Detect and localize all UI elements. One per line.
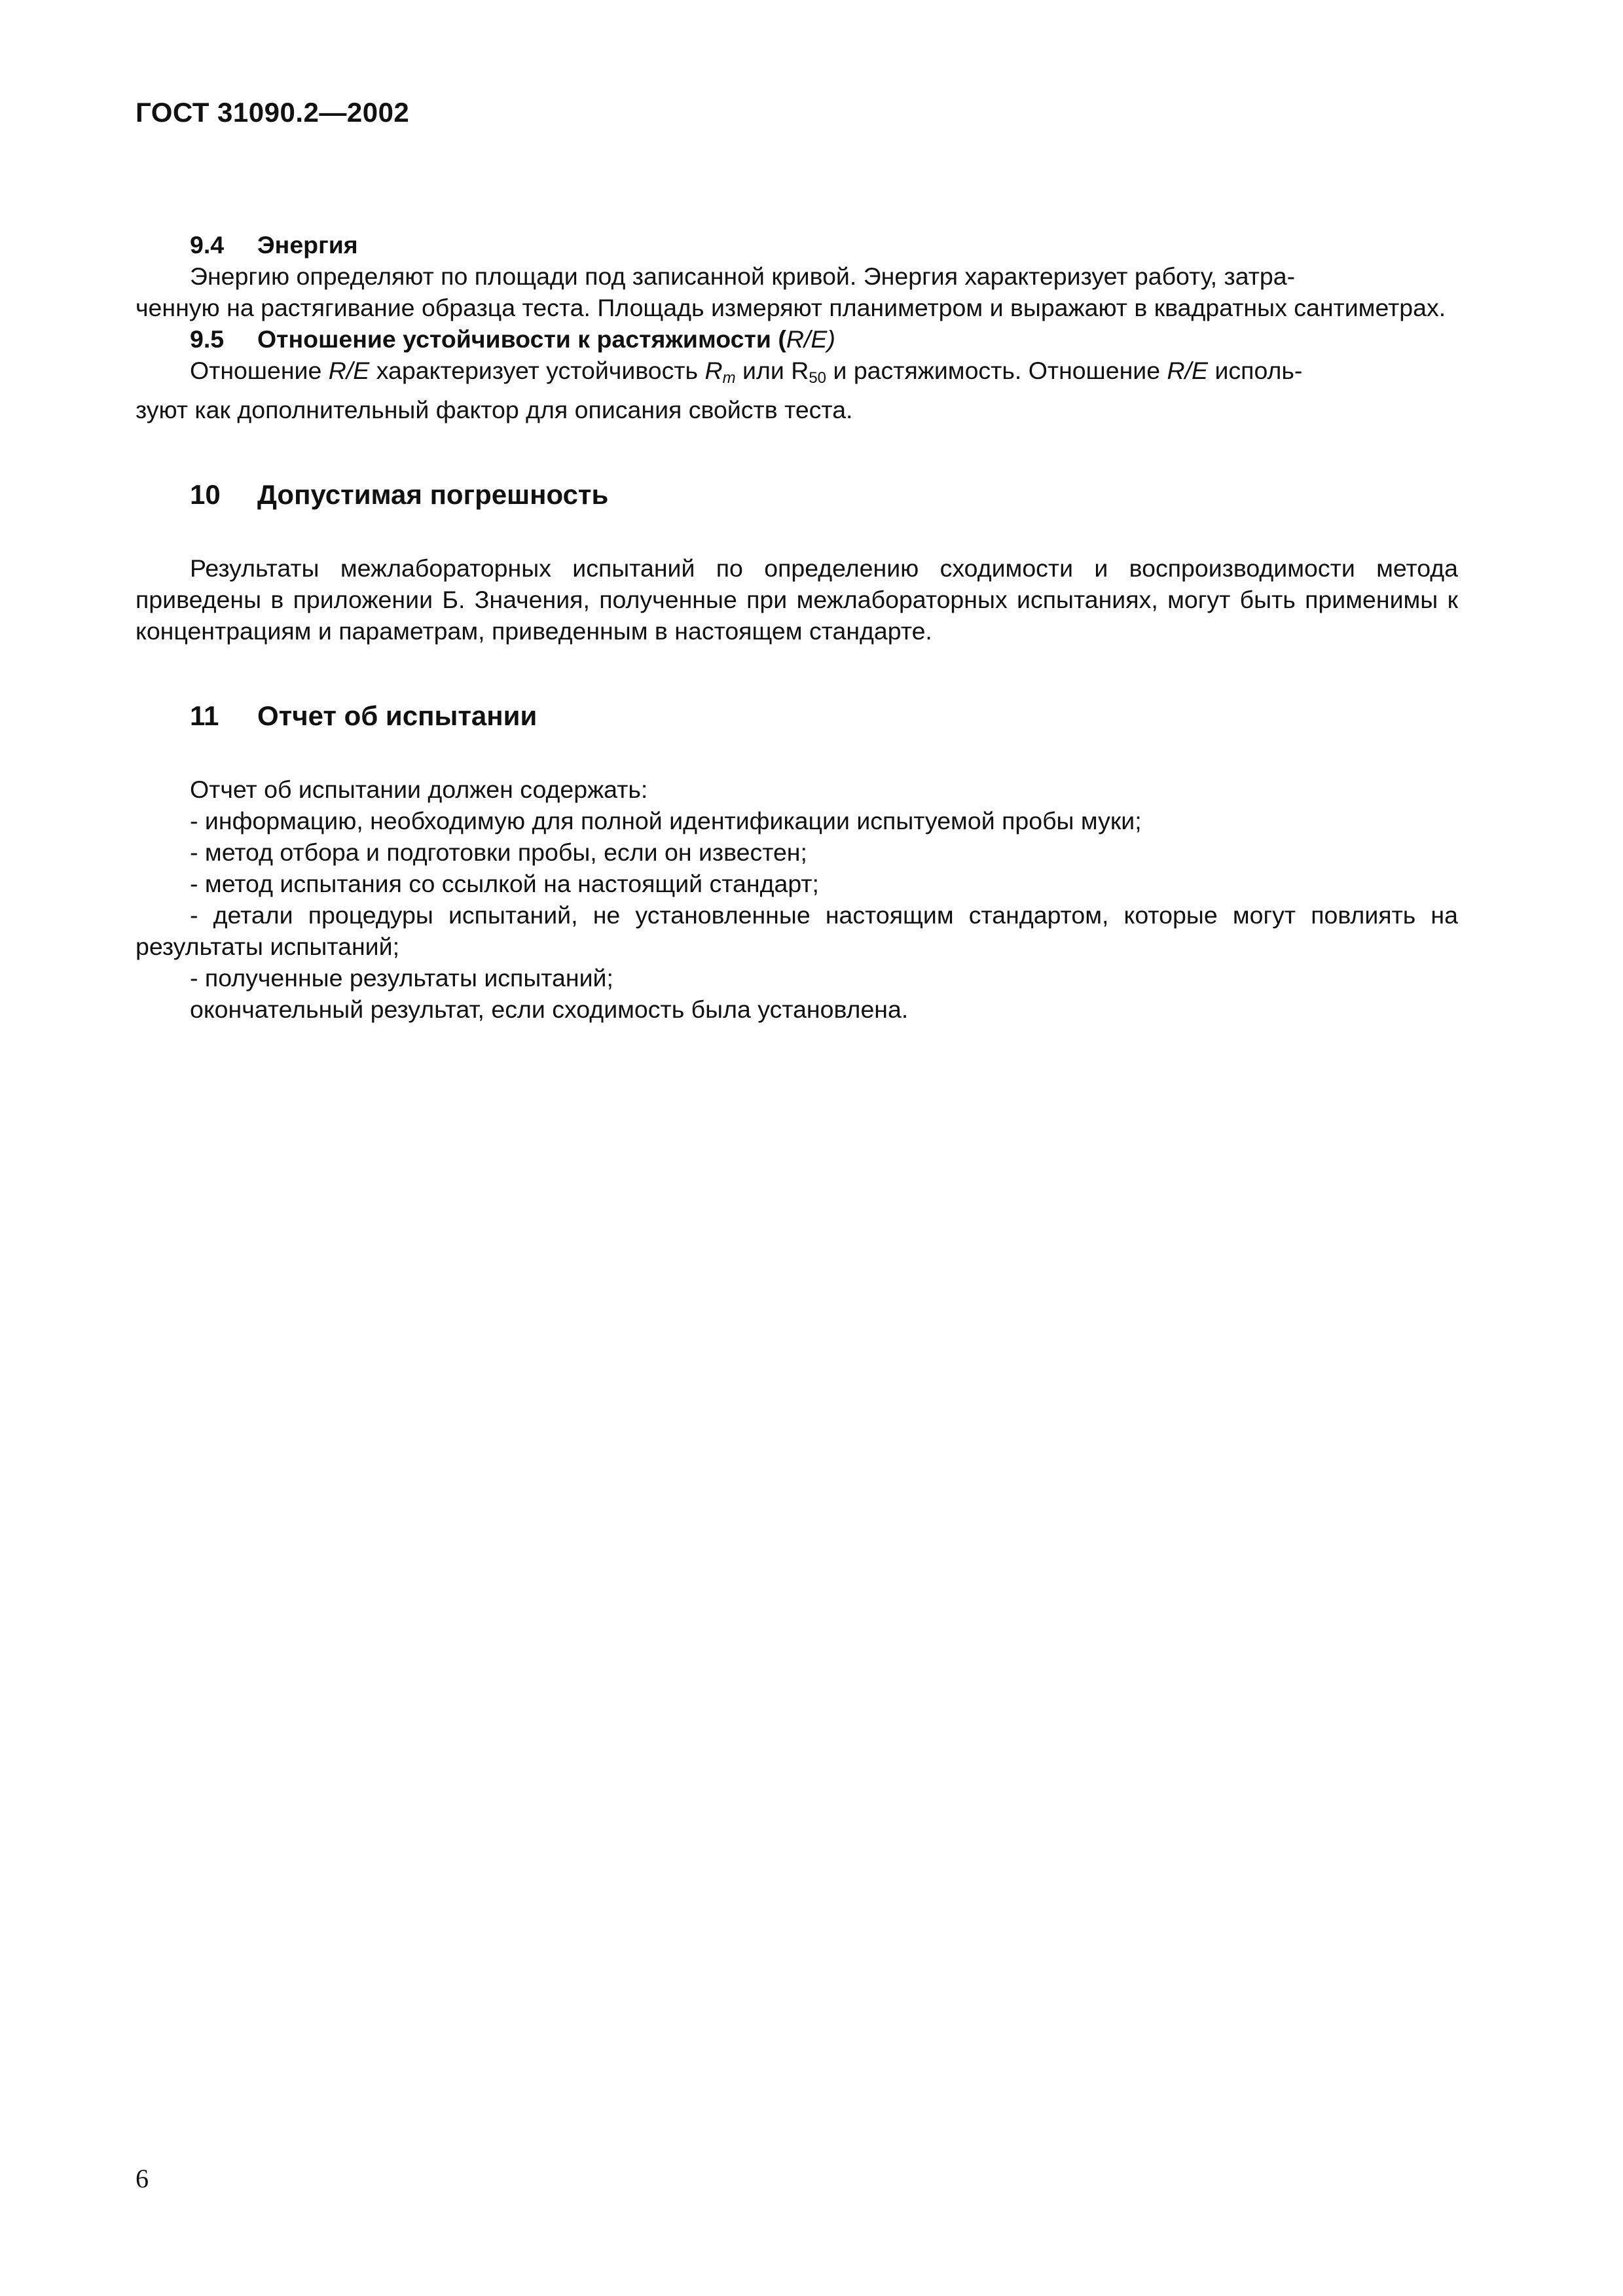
text-run: исполь- [1208,357,1303,384]
section-title: Отчет об испытании [257,700,538,731]
subsection-9-5-text [136,355,1458,394]
text-run: или R [735,357,809,384]
subsection-9-5-heading [136,323,1458,355]
section-10-heading [136,478,1458,512]
list-item: - детали процедуры испытаний, не установленные настоящим стандартом, которые могут повлиять на результаты испытаний; [136,901,1458,960]
list-item: - полученные результаты испытаний; [190,964,613,992]
section-number: 10 [190,479,221,510]
document-code-header: ГОСТ 31090.2—2002 [136,97,410,128]
text-run: Отношение [190,357,329,384]
list-item: - информацию, необходимую для полной идентификации испытуемой пробы муки; [190,807,1142,834]
subsection-9-4-heading [136,229,1458,260]
section-number: 11 [190,700,219,731]
page-body [136,229,1458,1025]
re-symbol: R/E [328,357,370,384]
text-run: и растяжимость. Отношение [826,357,1167,384]
subsection-9-4-text-lead: Энергию определяют по площади под записанной кривой. Энергия характеризует работу, затра- [190,262,1296,290]
list-item: - метод отбора и подготовки пробы, если он известен; [190,838,807,866]
section-11-heading [136,699,1458,733]
subsection-number: 9.4 [190,231,225,259]
rm-subscript: m [722,369,736,387]
text-run: характеризует устойчивость [369,357,705,384]
subsection-title: Энергия [257,231,358,259]
subsection-9-5-text-cont: зуют как дополнительный фактор для описания свойств теста. [136,396,853,423]
subsection-title-symbol: R/E) [786,325,835,353]
list-item: - метод испытания со ссылкой на настоящий стандарт; [190,870,819,897]
subsection-9-4-text-cont: ченную на растягивание образца теста. Площадь измеряют планиметром и выражают в квадратных сантиметрах. [136,294,1446,321]
page-number: 6 [136,2164,149,2193]
subsection-title: Отношение устойчивости к растяжимости [257,325,771,353]
section-title: Допустимая погрешность [257,479,609,510]
report-final-item: окончательный результат, если сходимость была установлена. [190,996,909,1023]
re-symbol: R/E [1167,357,1209,384]
r50-subscript: 50 [809,369,827,387]
rm-symbol: R [704,357,723,384]
report-intro: Отчет об испытании должен содержать: [190,776,648,803]
subsection-title-paren: ( [778,325,786,353]
subsection-number: 9.5 [190,325,225,353]
section-10-text: Результаты межлабораторных испытаний по определению сходимости и воспроизводимости метода приведены в приложении Б. Значения, полученные при межлабораторных испытаниях, могут быть применимы к концентрациям и параметрам, приведенным в настоящем стандарте. [136,554,1458,645]
